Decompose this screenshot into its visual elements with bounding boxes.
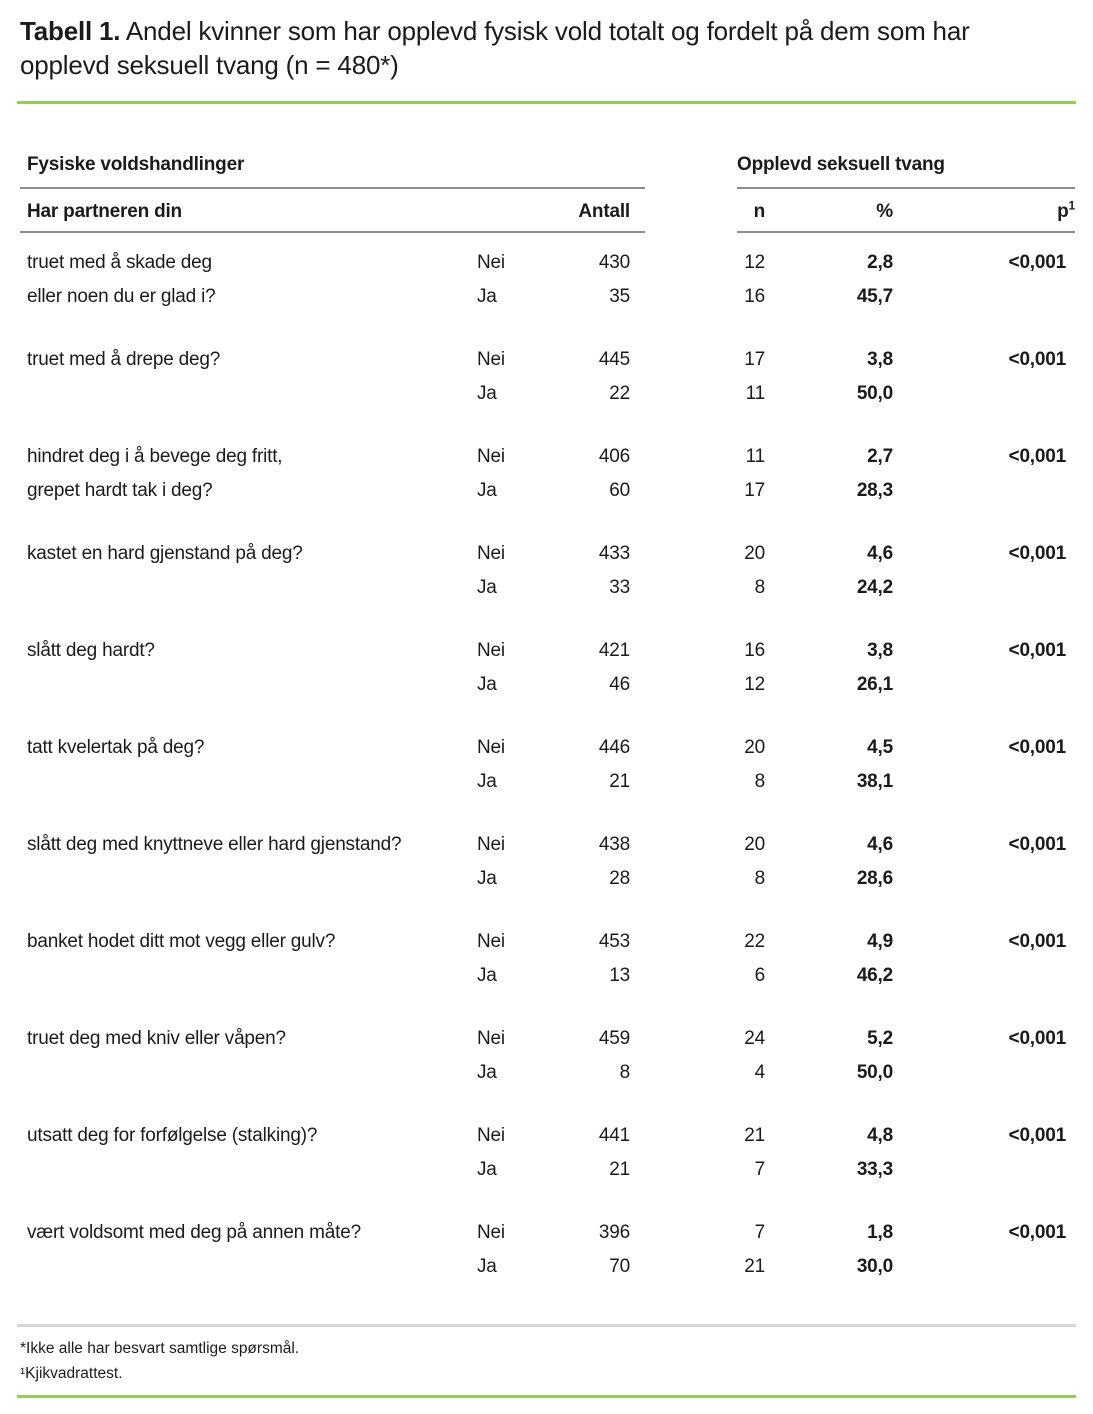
antall-value-no: 406 <box>598 446 630 467</box>
p-value: <0,001 <box>1008 737 1066 758</box>
question-text-line1: hindret deg i å bevege deg fritt, <box>27 446 283 467</box>
column-header-pct: % <box>876 201 893 222</box>
antall-value-yes: 46 <box>609 674 630 695</box>
table-row-yes <box>0 1250 1093 1284</box>
question-text-line1: slått deg hardt? <box>27 640 155 661</box>
table-row-group <box>0 1022 1093 1090</box>
pct-value-yes: 30,0 <box>856 1256 893 1277</box>
pct-value-yes: 46,2 <box>856 965 893 986</box>
question-text-line2: grepet hardt tak i deg? <box>27 480 213 501</box>
table-row-no <box>0 1022 1093 1056</box>
pct-value-yes: 50,0 <box>856 1062 893 1083</box>
question-text-line1: truet med å drepe deg? <box>27 349 221 370</box>
table-title-label: Tabell 1. <box>20 16 121 46</box>
pct-value-yes: 38,1 <box>856 771 893 792</box>
pct-value-yes: 33,3 <box>856 1159 893 1180</box>
table-row-no <box>0 537 1093 571</box>
table-row-group <box>0 925 1093 993</box>
response-label-yes: Ja <box>477 771 497 792</box>
p-value: <0,001 <box>1008 252 1066 273</box>
response-label-yes: Ja <box>477 480 497 501</box>
pct-value-no: 4,6 <box>867 834 893 855</box>
response-label-no: Nei <box>477 446 505 467</box>
n-value-no: 12 <box>744 252 765 273</box>
n-value-yes: 21 <box>744 1256 765 1277</box>
table-row-no <box>0 440 1093 474</box>
p-value: <0,001 <box>1008 1125 1066 1146</box>
response-label-no: Nei <box>477 1222 505 1243</box>
p-value: <0,001 <box>1008 543 1066 564</box>
response-label-no: Nei <box>477 252 505 273</box>
table-row-yes <box>0 1153 1093 1187</box>
response-label-no: Nei <box>477 349 505 370</box>
n-value-yes: 11 <box>745 383 765 404</box>
question-text-line1: kastet en hard gjenstand på deg? <box>27 543 303 564</box>
table-row-group <box>0 731 1093 799</box>
n-value-no: 16 <box>744 640 765 661</box>
p-value: <0,001 <box>1008 834 1066 855</box>
table-row-no <box>0 246 1093 280</box>
n-value-yes: 8 <box>754 868 765 889</box>
response-label-no: Nei <box>477 640 505 661</box>
antall-value-yes: 35 <box>609 286 630 307</box>
pct-value-yes: 28,6 <box>856 868 893 889</box>
column-header-left-block <box>20 189 645 233</box>
footnote-chi-square: ¹Kjikvadrattest. <box>20 1365 123 1382</box>
pct-value-no: 3,8 <box>867 640 893 661</box>
p-value: <0,001 <box>1008 931 1066 952</box>
pct-value-no: 1,8 <box>867 1222 893 1243</box>
response-label-yes: Ja <box>477 577 497 598</box>
question-text-line1: truet med å skade deg <box>27 252 212 273</box>
antall-value-yes: 13 <box>609 965 630 986</box>
pct-value-yes: 24,2 <box>856 577 893 598</box>
table-row-group <box>0 343 1093 411</box>
antall-value-yes: 60 <box>609 480 630 501</box>
pct-value-no: 4,9 <box>867 931 893 952</box>
table-row-group <box>0 246 1093 314</box>
question-text-line2: eller noen du er glad i? <box>27 286 216 307</box>
table-row-no <box>0 1119 1093 1153</box>
pct-value-no: 2,8 <box>867 252 893 273</box>
table-row-yes <box>0 474 1093 508</box>
n-value-no: 7 <box>754 1222 765 1243</box>
response-label-yes: Ja <box>477 674 497 695</box>
antall-value-no: 438 <box>598 834 630 855</box>
question-text-line1: tatt kvelertak på deg? <box>27 737 205 758</box>
column-header-p-superscript: 1 <box>1068 198 1075 213</box>
pct-value-no: 5,2 <box>867 1028 893 1049</box>
table-row-yes <box>0 862 1093 896</box>
antall-value-no: 433 <box>598 543 630 564</box>
antall-value-no: 430 <box>598 252 630 273</box>
p-value: <0,001 <box>1008 640 1066 661</box>
footnote-asterisk: *Ikke alle har besvart samtlige spørsmål. <box>20 1340 300 1357</box>
antall-value-no: 453 <box>598 931 630 952</box>
response-label-yes: Ja <box>477 286 497 307</box>
pct-value-yes: 50,0 <box>856 383 893 404</box>
n-value-yes: 7 <box>754 1159 765 1180</box>
response-label-no: Nei <box>477 931 505 952</box>
table-row-yes <box>0 668 1093 702</box>
column-header-p-letter: p <box>1057 201 1069 222</box>
pct-value-yes: 45,7 <box>856 286 893 307</box>
table-row-group <box>0 537 1093 605</box>
n-value-yes: 17 <box>744 480 765 501</box>
table-title-text: Andel kvinner som har opplevd fysisk vold totalt og fordelt på dem som har opplevd seksuell tvang (n = 480*) <box>20 16 970 80</box>
antall-value-yes: 22 <box>609 383 630 404</box>
pct-value-no: 4,6 <box>867 543 893 564</box>
pct-value-yes: 26,1 <box>856 674 893 695</box>
table-row-yes <box>0 959 1093 993</box>
column-header-row <box>0 189 1093 233</box>
n-value-no: 20 <box>744 737 765 758</box>
antall-value-no: 396 <box>598 1222 630 1243</box>
pct-value-no: 3,8 <box>867 349 893 370</box>
question-text-line1: vært voldsomt med deg på annen måte? <box>27 1222 361 1243</box>
n-value-no: 20 <box>744 834 765 855</box>
column-header-question: Har partneren din <box>27 201 182 222</box>
n-value-no: 22 <box>744 931 765 952</box>
table-row-no <box>0 828 1093 862</box>
n-value-no: 17 <box>744 349 765 370</box>
response-label-no: Nei <box>477 1125 505 1146</box>
response-label-no: Nei <box>477 1028 505 1049</box>
n-value-no: 20 <box>744 543 765 564</box>
table-row-no <box>0 1216 1093 1250</box>
group-header-sexual-coercion: Opplevd seksuell tvang <box>737 154 1075 189</box>
n-value-no: 24 <box>744 1028 765 1049</box>
table-row-group <box>0 1216 1093 1284</box>
group-header-physical-violence: Fysiske voldshandlinger <box>20 154 645 189</box>
table-row-group <box>0 828 1093 896</box>
table-row-no <box>0 634 1093 668</box>
group-header-row <box>0 154 1093 189</box>
question-text-line1: slått deg med knyttneve eller hard gjenstand? <box>27 834 402 855</box>
question-text-line1: truet deg med kniv eller våpen? <box>27 1028 286 1049</box>
table-row-no <box>0 731 1093 765</box>
bottom-divider-green <box>17 1395 1076 1398</box>
table-row-group <box>0 1119 1093 1187</box>
n-value-yes: 6 <box>754 965 765 986</box>
antall-value-yes: 21 <box>609 771 630 792</box>
column-header-n: n <box>753 201 765 222</box>
p-value: <0,001 <box>1008 349 1066 370</box>
column-header-p <box>893 198 1075 223</box>
table-row-no <box>0 343 1093 377</box>
response-label-no: Nei <box>477 737 505 758</box>
response-label-yes: Ja <box>477 1062 497 1083</box>
antall-value-yes: 70 <box>609 1256 630 1277</box>
antall-value-no: 421 <box>598 640 630 661</box>
column-header-right-block <box>737 189 1075 233</box>
n-value-yes: 8 <box>754 771 765 792</box>
response-label-yes: Ja <box>477 1256 497 1277</box>
response-label-yes: Ja <box>477 965 497 986</box>
antall-value-yes: 33 <box>609 577 630 598</box>
table-row-yes <box>0 377 1093 411</box>
table-row-yes <box>0 280 1093 314</box>
p-value: <0,001 <box>1008 446 1066 467</box>
n-value-no: 21 <box>744 1125 765 1146</box>
antall-value-yes: 21 <box>609 1159 630 1180</box>
table-row-group <box>0 634 1093 702</box>
response-label-no: Nei <box>477 543 505 564</box>
question-text-line1: banket hodet ditt mot vegg eller gulv? <box>27 931 336 952</box>
column-header-antall: Antall <box>578 201 630 222</box>
p-value: <0,001 <box>1008 1028 1066 1049</box>
footnotes <box>0 1327 1093 1386</box>
response-label-yes: Ja <box>477 1159 497 1180</box>
n-value-yes: 16 <box>744 286 765 307</box>
response-label-no: Nei <box>477 834 505 855</box>
table-row-yes <box>0 571 1093 605</box>
antall-value-yes: 8 <box>619 1062 630 1083</box>
response-label-yes: Ja <box>477 383 497 404</box>
table-row-yes <box>0 1056 1093 1090</box>
antall-value-yes: 28 <box>609 868 630 889</box>
antall-value-no: 445 <box>598 349 630 370</box>
table-row-group <box>0 440 1093 508</box>
n-value-yes: 4 <box>754 1062 765 1083</box>
table-title <box>0 0 1060 82</box>
pct-value-yes: 28,3 <box>856 480 893 501</box>
question-text-line1: utsatt deg for forfølgelse (stalking)? <box>27 1125 318 1146</box>
top-divider-green <box>17 101 1076 104</box>
antall-value-no: 446 <box>598 737 630 758</box>
table-body <box>0 246 1093 1284</box>
pct-value-no: 4,8 <box>867 1125 893 1146</box>
antall-value-no: 441 <box>598 1125 630 1146</box>
p-value: <0,001 <box>1008 1222 1066 1243</box>
n-value-no: 11 <box>745 446 765 467</box>
pct-value-no: 2,7 <box>867 446 893 467</box>
table-row-yes <box>0 765 1093 799</box>
antall-value-no: 459 <box>598 1028 630 1049</box>
response-label-yes: Ja <box>477 868 497 889</box>
table-row-no <box>0 925 1093 959</box>
n-value-yes: 8 <box>754 577 765 598</box>
pct-value-no: 4,5 <box>867 737 893 758</box>
n-value-yes: 12 <box>744 674 765 695</box>
